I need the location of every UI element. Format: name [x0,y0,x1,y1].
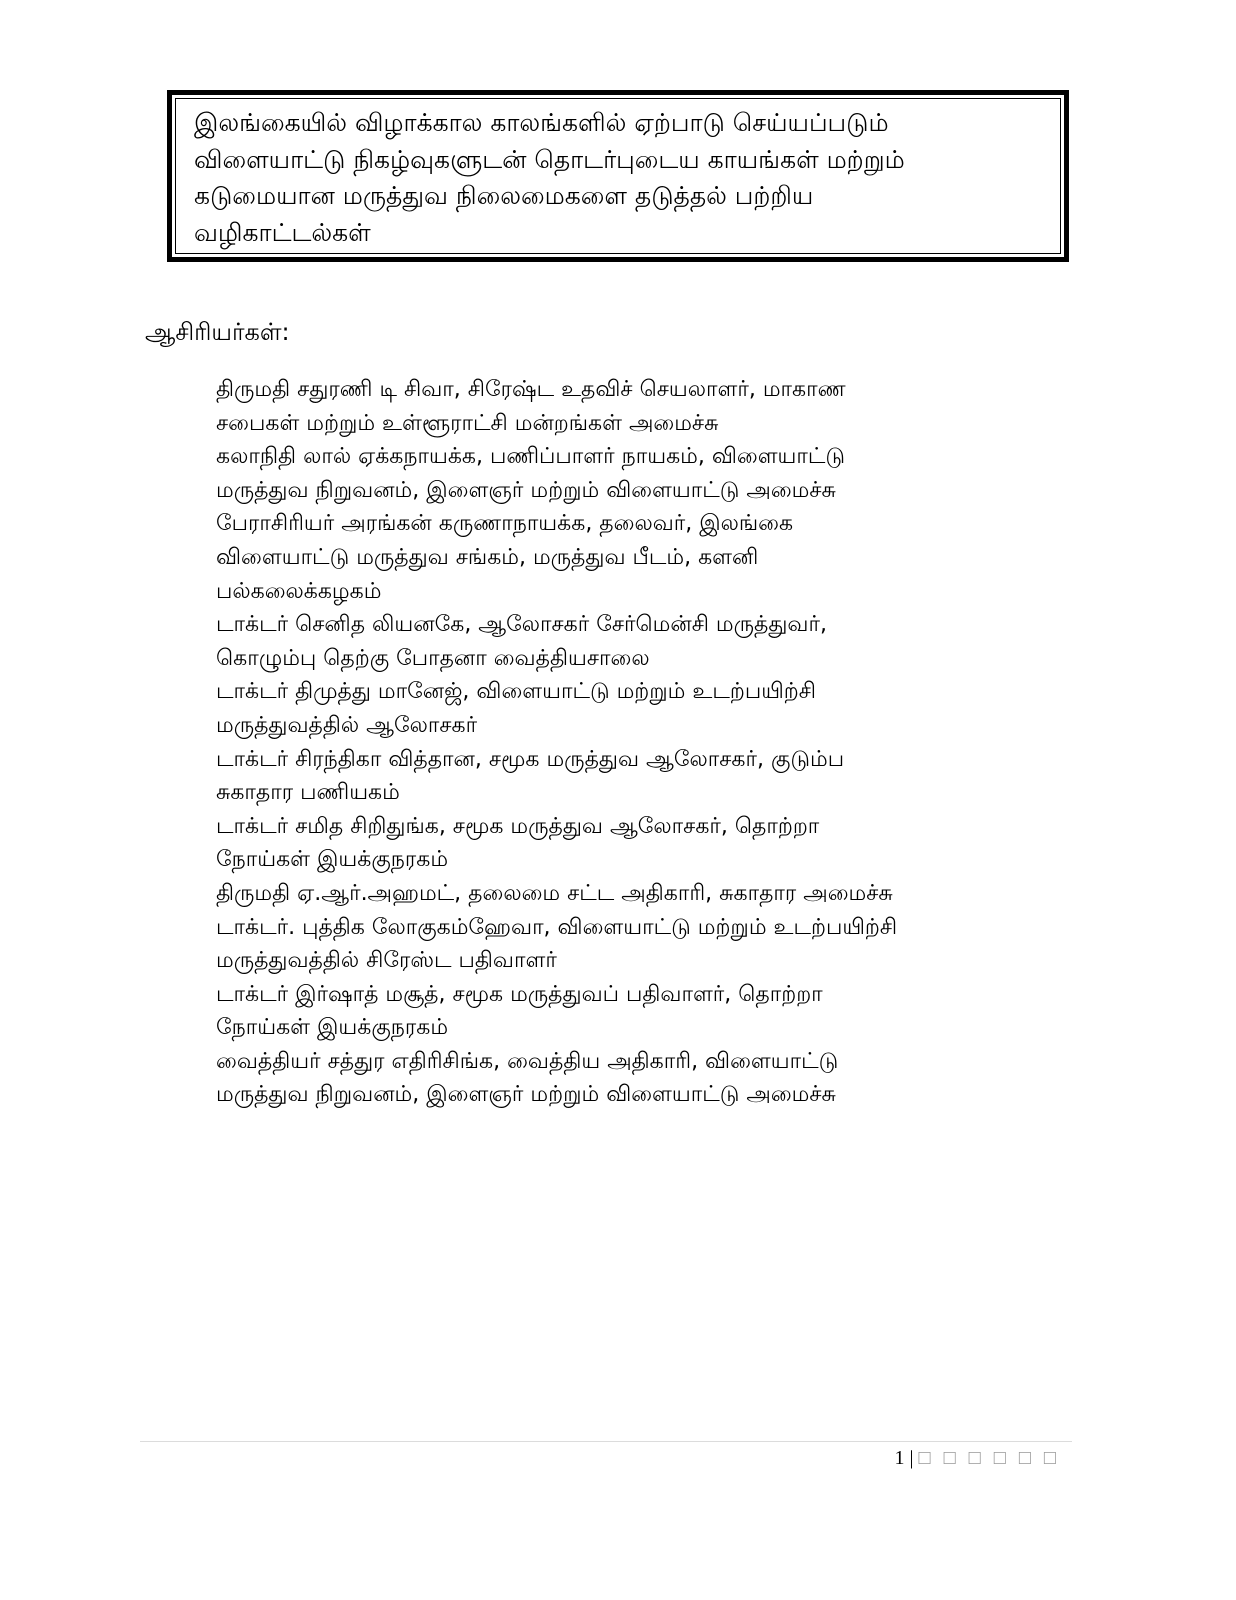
author-line: டாக்டர். புத்திக லோகுகம்ஹேவா, விளையாட்டு மற்றும் உடற்பயிற்சி [216,914,898,940]
author-line: விளையாட்டு மருத்துவ சங்கம், மருத்துவ பீடம், களனி [216,544,759,570]
author-line: திருமதி ஏ.ஆர்.அஹமட், தலைமை சட்ட அதிகாரி, சுகாதார அமைச்சு [216,880,893,906]
footer-divider [140,1441,1072,1442]
author-line: டாக்டர் இர்ஷாத் மசூத், சமூக மருத்துவப் பதிவாளர், தொற்றா [216,981,823,1007]
author-line: பேராசிரியர் அரங்கன் கருணாநாயக்க, தலைவர், இலங்கை [216,511,794,537]
author-line: டாக்டர் செனித லியனகே, ஆலோசகர் சேர்மென்சி மருத்துவர், [216,612,827,638]
title-line: இலங்கையில் விழாக்கால காலங்களில் ஏற்பாடு செய்யப்படும் [194,108,889,137]
author-line: மருத்துவத்தில் ஆலோசகர் [216,712,478,738]
page-label: □ □ □ □ □ □ [918,1447,1060,1469]
title-line: விளையாட்டு நிகழ்வுகளுடன் தொடர்புடைய காயங்கள் மற்றும் [194,144,905,174]
author-line: டாக்டர் திமுத்து மானேஜ், விளையாட்டு மற்றும் உடற்பயிற்சி [216,679,816,705]
footer-separator: | [909,1447,914,1469]
title-line: வழிகாட்டல்கள் [194,217,371,247]
author-line: நோய்கள் இயக்குநரகம் [216,847,449,873]
author-line: டாக்டர் சிரந்திகா வித்தான, சமூக மருத்துவ ஆலோசகர், குடும்ப [216,746,845,772]
title-inner-frame [175,98,1061,254]
author-line: மருத்துவத்தில் சிரேஸ்ட பதிவாளர் [216,948,557,974]
author-line: மருத்துவ நிறுவனம், இளைஞர் மற்றும் விளையாட்டு அமைச்சு [216,1082,836,1108]
author-line: நோய்கள் இயக்குநரகம் [216,1015,449,1041]
author-line: திருமதி சதுரணி டி சிவா, சிரேஷ்ட உதவிச் செயலாளர், மாகாண [216,377,846,402]
author-line: கலாநிதி லால் ஏக்கநாயக்க, பணிப்பாளர் நாயகம், விளையாட்டு [216,444,846,470]
title-box [167,90,1069,262]
title-line: கடுமையான மருத்துவ நிலைமைகளை தடுத்தல் பற்றிய [194,181,814,210]
authors-list [216,373,1096,1112]
authors-heading: ஆசிரியர்கள்: [145,318,290,346]
author-line: சபைகள் மற்றும் உள்ளூராட்சி மன்றங்கள் அமைச்சு [216,410,719,436]
page-number: 1 [894,1447,905,1469]
author-line: சுகாதார பணியகம் [216,780,400,806]
page-footer [895,1446,1061,1470]
author-line: டாக்டர் சமித சிறிதுங்க, சமூக மருத்துவ ஆலோசகர், தொற்றா [216,813,820,839]
author-line: மருத்துவ நிறுவனம், இளைஞர் மற்றும் விளையாட்டு அமைச்சு [216,477,836,503]
author-line: பல்கலைக்கழகம் [216,578,382,604]
author-line: வைத்தியர் சத்துர எதிரிசிங்க, வைத்திய அதிகாரி, விளையாட்டு [216,1048,839,1074]
author-line: கொழும்பு தெற்கு போதனா வைத்தியசாலை [216,645,650,671]
